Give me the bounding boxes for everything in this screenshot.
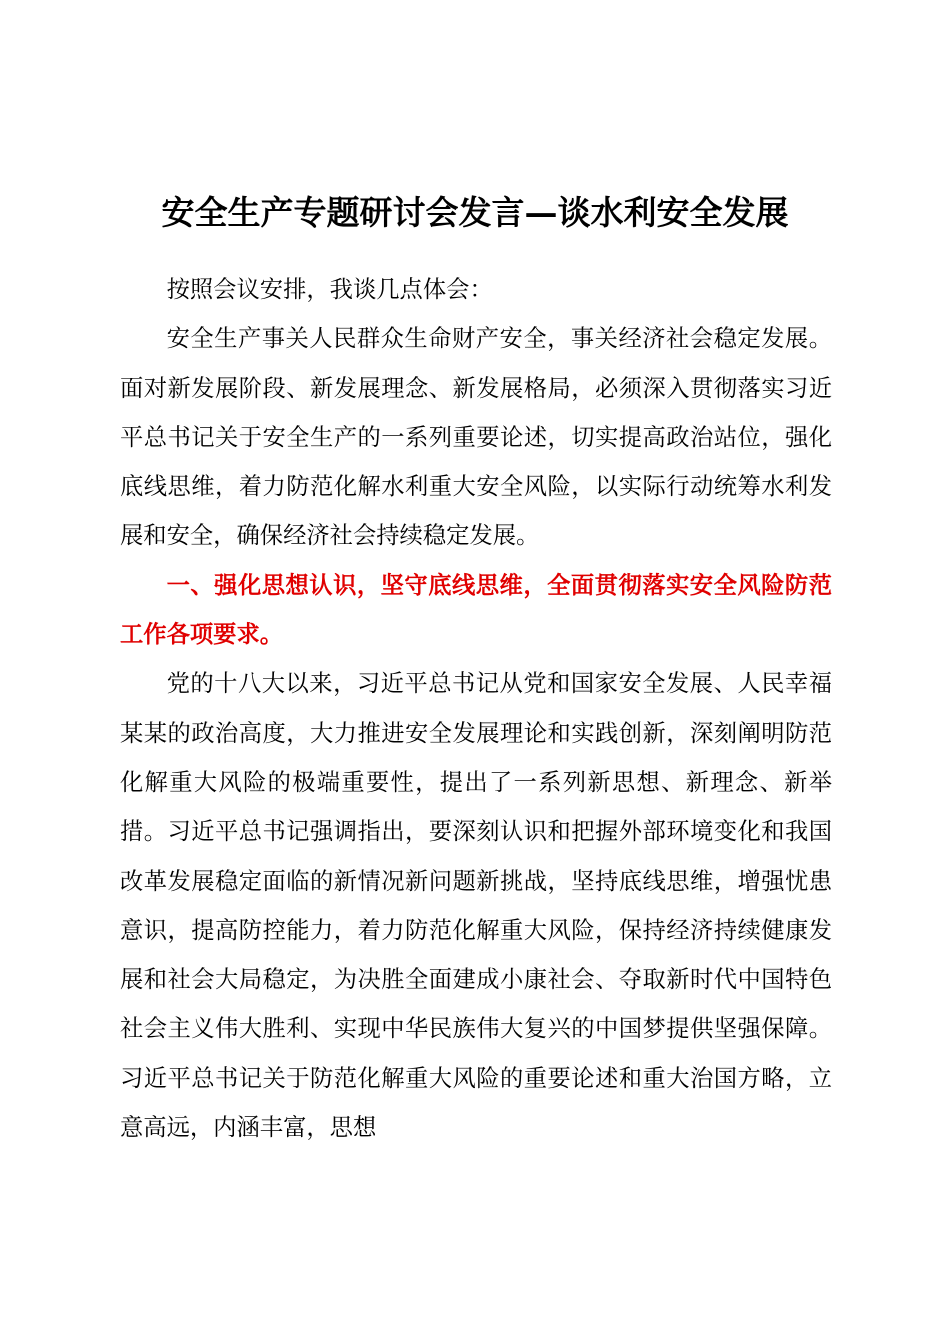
paragraph-intro: 按照会议安排，我谈几点体会： <box>166 276 493 303</box>
document-title: 安全生产专题研讨会发言—谈水利安全发展 <box>161 193 789 232</box>
paragraph-section-1: 党的十八大以来，习近平总书记从党和国家安全发展、人民幸福某某的政治高度，大力推进安全发展理论和实践创新，深刻阐明防范化解重大风险的极端重要性，提出了一系列新思想、新理念、新举措。习近平总书记强调指出，要深刻认识和把握外部环境变化和我国改革发展稳定面临的新情况新问题新挑战，坚持底线思维，增强忧患意识，提高防控能力，着力防范化解重大风险，保持经济持续健康发展和社会大局稳定，为决胜全面建成小康社会、夺取新时代中国特色社会主义伟大胜利、实现中华民族伟大复兴的中国梦提供坚强保障。习近平总书记关于防范化解重大风险的重要论述和重大治国方略，立意高远，内涵丰富，思想 <box>120 670 832 1142</box>
document-body <box>120 265 832 1152</box>
section-heading-1: 一、强化思想认识，坚守底线思维，全面贯彻落实安全风险防范工作各项要求。 <box>120 571 832 649</box>
paragraph-overview: 安全生产事关人民群众生命财产安全，事关经济社会稳定发展。面对新发展阶段、新发展理念、新发展格局，必须深入贯彻落实习近平总书记关于安全生产的一系列重要论述，切实提高政治站位，强化底线思维，着力防范化解水利重大安全风险，以实际行动统筹水利发展和安全，确保经济社会持续稳定发展。 <box>120 325 832 550</box>
